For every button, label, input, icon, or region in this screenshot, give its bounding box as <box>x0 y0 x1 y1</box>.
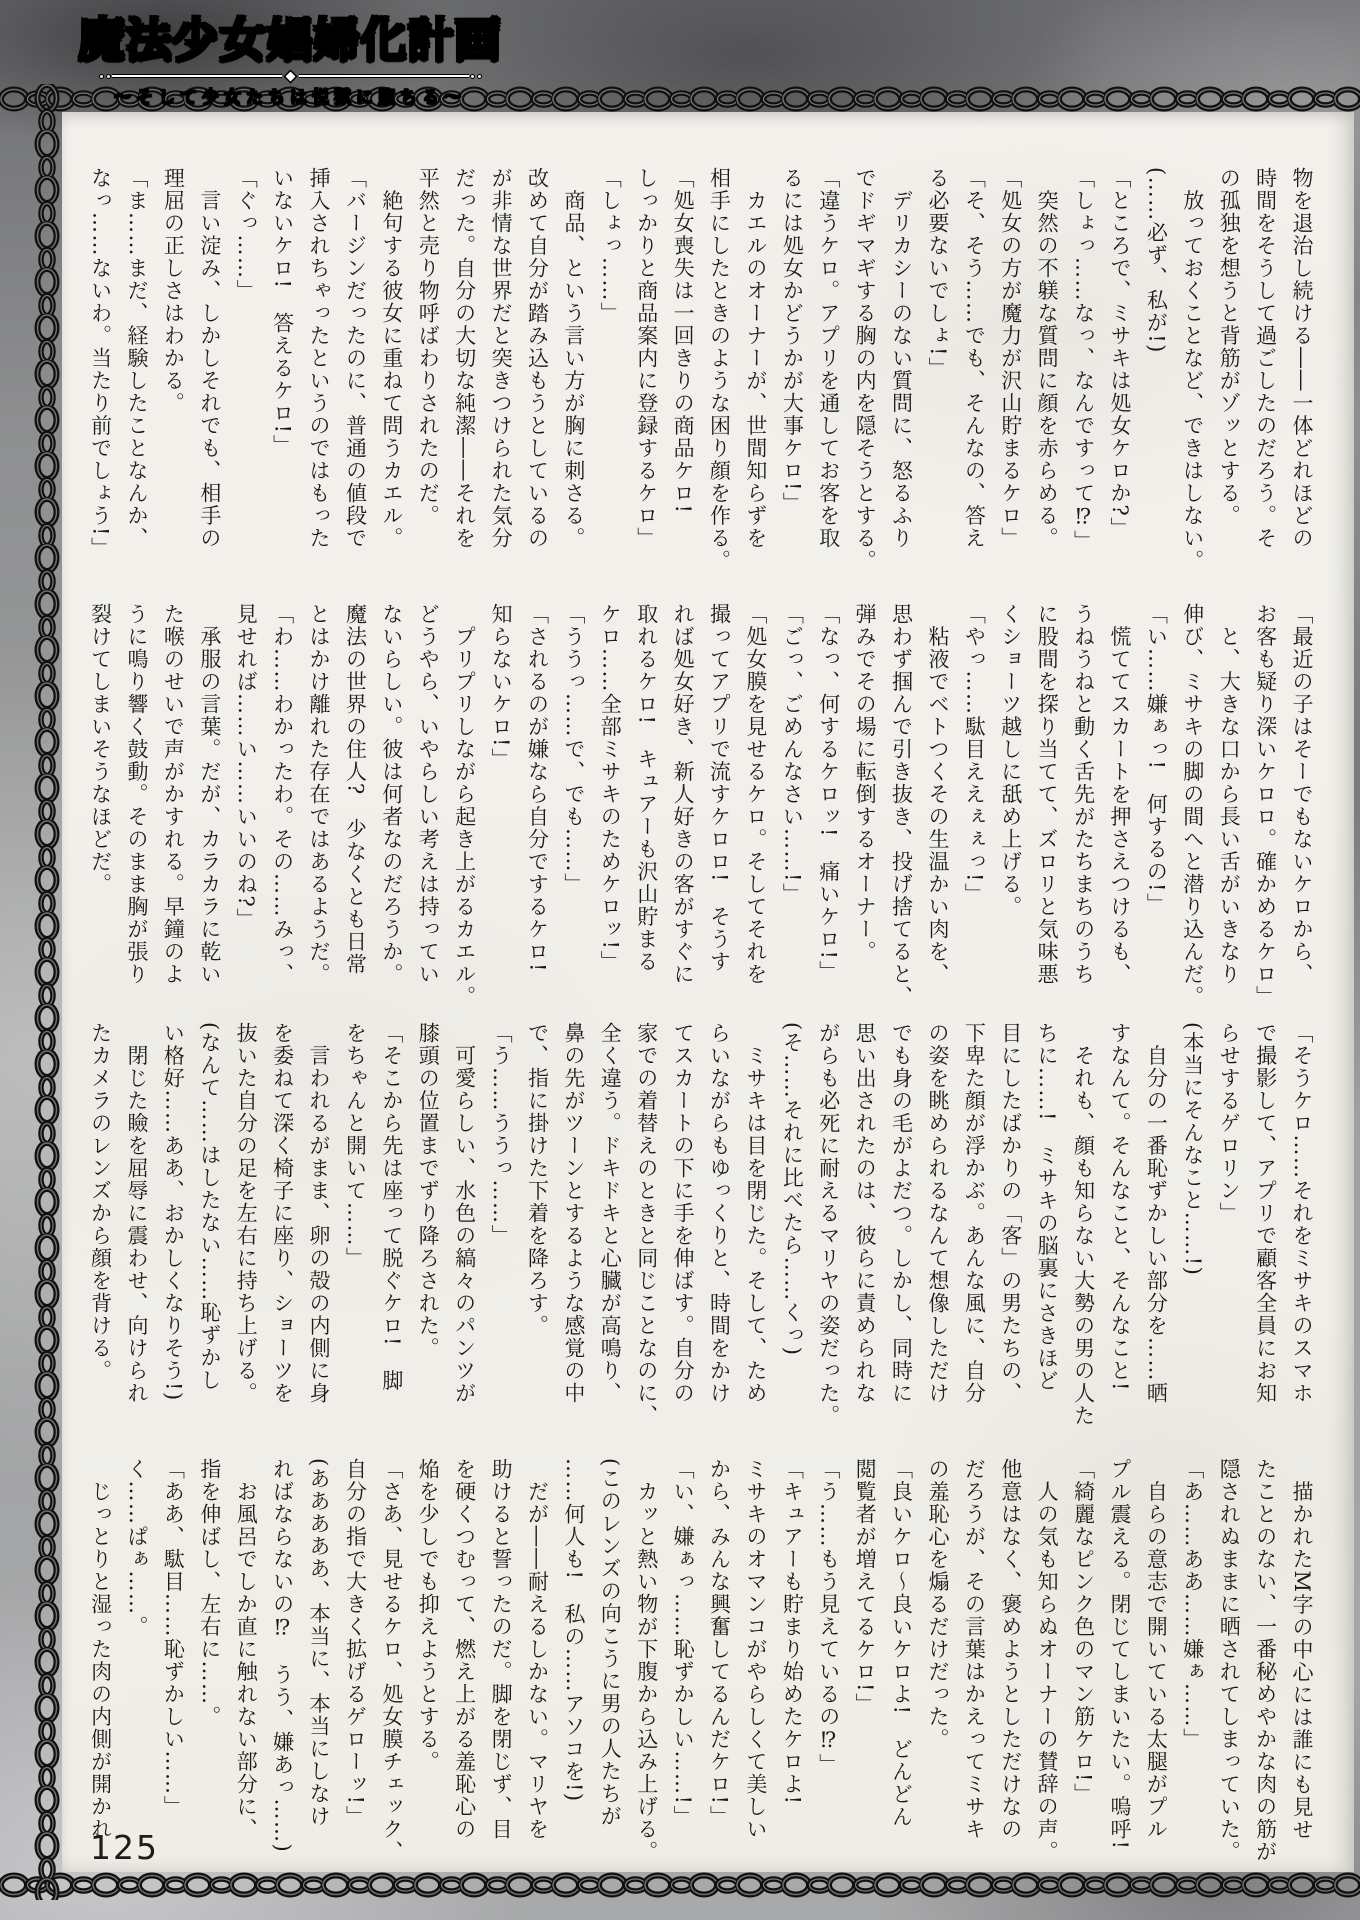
text-column: く……ぱぁ……。 <box>125 1458 149 1638</box>
text-column: たことのない、一番秘めやかな肉の筋が <box>1253 1458 1278 1863</box>
text-column: プリプリしながら起き上がるカエル。 <box>452 603 477 1008</box>
text-column: ればならないの⁉ うう、嫌あっ……) <box>270 1458 295 1854</box>
text-column: い格好……ああ、おかしくなりそう!) <box>161 1022 186 1402</box>
text-column: ケロ……全部ミサキのためケロッ!」 <box>598 603 623 973</box>
text-column: 思わず掴んで引き抜き、投げ捨てると、 <box>889 603 914 1008</box>
text-column: 承服の言葉。だが、カラカラに乾い <box>197 603 222 986</box>
text-column: 「わ……わかったわ。その……みっ、 <box>270 603 295 986</box>
text-column: 時間をそうして過ごしたのだろう。そ <box>1253 167 1278 550</box>
text-column: 粘液でベトつくその生温かい肉を、 <box>925 603 950 986</box>
text-column: るには処女かどうかが大事ケロ!」 <box>780 167 805 515</box>
text-column: (本当にそんなこと……!) <box>1180 1022 1205 1277</box>
text-column: 「い、嫌ぁっ……恥ずかしい……!」 <box>671 1458 696 1828</box>
text-column: 「ごっ、ごめんなさい……!」 <box>780 603 805 906</box>
text-column: で、指に掛けた下着を降ろす。 <box>525 1022 550 1337</box>
text-column: 「なっ、何するケロッ! 痛いケロ!」 <box>816 603 841 983</box>
text-column: じっとりと湿った肉の内側が開かれ <box>88 1458 113 1841</box>
text-column: らせするゲロリン」 <box>1217 1022 1242 1225</box>
text-column: 「されるのが嫌なら自分でするケロ! <box>525 603 550 973</box>
text-column: デリカシーのない質問に、怒るふり <box>889 167 914 550</box>
text-band-1 <box>82 167 1320 572</box>
text-column: をちゃんと開いて……」 <box>343 1022 368 1270</box>
title-divider-ornament <box>64 71 516 81</box>
text-column: だろうが、その言葉はかえってミサキ <box>962 1458 987 1841</box>
text-column: お風呂でしか直に触れない部分に、 <box>234 1458 259 1841</box>
text-column: 裂けてしまいそうなほどだ。 <box>88 603 113 896</box>
text-column: カッと熱い物が下腹から込み上げる。 <box>634 1458 659 1863</box>
divider-dot <box>107 75 110 78</box>
text-band-3 <box>82 1022 1320 1427</box>
chain-border-left-icon <box>32 84 62 1900</box>
text-column: 「ま……まだ、経験したことなんか、 <box>125 167 149 550</box>
text-column: に股間を探り当てて、ズロリと気味悪 <box>1035 603 1060 986</box>
text-column: たカメラのレンズから顔を背ける。 <box>88 1022 113 1382</box>
text-column: カエルのオーナーが、世間知らずを <box>743 167 768 550</box>
text-column: で撮影して、アプリで顧客全員にお知 <box>1253 1022 1278 1405</box>
text-column: 相手にしたときのような困り顔を作る。 <box>707 167 732 572</box>
text-column: ないらしい。彼は何者なのだろうか。 <box>379 603 404 986</box>
text-column: 絶句する彼女に重ねて問うカエル。 <box>379 167 404 550</box>
text-column: 物を退治し続ける――一体どれほどの <box>1290 167 1314 550</box>
text-column: 商品、という言い方が胸に刺さる。 <box>561 167 586 550</box>
text-column: 膝頭の位置までずり降ろされた。 <box>416 1022 441 1360</box>
text-column: 「違うケロ。アプリを通してお客を取 <box>816 167 841 550</box>
text-column: 「しょっ……」 <box>598 167 623 325</box>
text-column: 他意はなく、褒めようとしただけなの <box>998 1458 1023 1841</box>
text-column: 「ううっ……で、でも……」 <box>561 603 586 896</box>
text-column: 「処女喪失は一回きりの商品ケロ! <box>671 167 696 515</box>
text-column: 「う……ううっ……」 <box>489 1022 514 1247</box>
text-column: 隠されぬままに晒されてしまっていた。 <box>1217 1458 1242 1863</box>
text-column: 言われるがまま、卵の殻の内側に身 <box>307 1022 332 1405</box>
text-column: しっかりと商品案内に登録するケロ」 <box>634 167 659 550</box>
text-column: 自らの意志で開いている太腿がプル <box>1144 1458 1169 1841</box>
text-column: いないケロ! 答えるケロ!」 <box>270 167 295 457</box>
text-column: 家での着替えのときと同じことなのに、 <box>634 1022 659 1427</box>
text-column: 「ところで、ミサキは処女ケロか?」 <box>1107 167 1132 540</box>
text-column: 魔法の世界の住人? 少なくとも日常 <box>343 603 368 976</box>
text-column: 人の気も知らぬオーナーの賛辞の声。 <box>1035 1458 1060 1863</box>
text-column: 自分の指で大きく拡げるゲローッ!」 <box>343 1458 368 1828</box>
text-column: (あああああ、本当に、本当にしなけ <box>307 1458 332 1828</box>
text-column: 弾みでその場に転倒するオーナー。 <box>853 603 878 963</box>
text-column: (なんて……はしたない……恥ずかし <box>197 1022 222 1392</box>
text-column: 「処女膜を見せるケロ。そしてそれを <box>743 603 768 986</box>
text-column: 自分の一番恥ずかしい部分を……晒 <box>1144 1022 1169 1405</box>
divider-dot <box>100 75 103 78</box>
text-band-2 <box>82 603 1320 1008</box>
text-column: すなんて。そんなこと、そんなこと! <box>1107 1022 1132 1392</box>
text-column: 言い淀み、しかしそれでも、相手の <box>197 167 222 550</box>
text-column: 全く違う。ドキドキと心臓が高鳴り、 <box>598 1022 623 1405</box>
text-column: 取れるケロ! キュアーも沢山貯まる <box>634 603 659 973</box>
text-column: 指を伸ばし、左右に……。 <box>197 1458 222 1728</box>
text-column: ちに……! ミサキの脳裏にさきほど <box>1035 1022 1060 1392</box>
text-column: 「そこから先は座って脱ぐケロ! 脚 <box>379 1022 404 1392</box>
divider-dot <box>471 75 474 78</box>
text-column: 突然の不躾な質問に顔を赤らめる。 <box>1035 167 1060 550</box>
text-column: を委ねて深く椅子に座り、ショーツを <box>270 1022 295 1405</box>
text-column: の羞恥心を煽るだけだった。 <box>925 1458 950 1751</box>
text-column: 可愛らしい、水色の縞々のパンツが <box>452 1022 477 1405</box>
text-column: ……何人も! 私の……アソコを!) <box>561 1458 586 1803</box>
text-column: 放っておくことなど、できはしない。 <box>1180 167 1205 572</box>
text-column: 理屈の正しさはわかる。 <box>161 167 186 415</box>
text-column: 焔を少しでも抑えようとする。 <box>416 1458 441 1773</box>
chain-border-bottom-icon <box>0 1870 1360 1900</box>
text-column: (そ……それに比べたら……くっ) <box>780 1022 805 1357</box>
text-column: だった。自分の大切な純潔――それを <box>452 167 477 550</box>
divider-line <box>299 75 469 77</box>
text-column: ミサキのオマンコがやらしくて美しい <box>743 1458 768 1841</box>
text-column: 「綺麗なピンク色のマン筋ケロ!」 <box>1071 1458 1096 1806</box>
text-column: が非情な世界だと突きつけられた気分 <box>489 167 514 550</box>
text-column: と、大きな口から長い舌がいきなり <box>1217 603 1242 986</box>
text-column: でドギマギする胸の内を隠そうとする。 <box>853 167 878 572</box>
text-column: 閉じた瞼を屈辱に震わせ、向けられ <box>125 1022 149 1405</box>
text-column: (……必ず、私が!) <box>1144 167 1169 354</box>
text-column: うねうねと動く舌先がたちまちのうち <box>1071 603 1096 986</box>
text-column: らいながらもゆっくりと、時間をかけ <box>707 1022 732 1405</box>
text-column: の孤独を想うと背筋がゾッとする。 <box>1217 167 1242 527</box>
text-column: 「処女の方が魔力が沢山貯まるケロ」 <box>998 167 1023 550</box>
text-column: なっ……ないわ。当たり前でしょう!」 <box>88 167 113 560</box>
text-column: 「ぐっ……」 <box>234 167 259 302</box>
divider-diamond <box>285 71 295 81</box>
text-column: てスカートの下に手を伸ばす。自分の <box>671 1022 696 1405</box>
text-column: る必要ないでしょ!」 <box>925 167 950 380</box>
text-column: れば処女好き、新人好きの客がすぐに <box>671 603 696 986</box>
text-column: 下卑た顔が浮かぶ。あんな風に、自分 <box>962 1022 987 1405</box>
text-column: 「良いケロ～良いケロよ! どんどん <box>889 1458 914 1828</box>
text-column: 助けると誓ったのだ。脚を閉じず、目 <box>489 1458 514 1841</box>
text-column: 挿入されちゃったというのではもった <box>307 167 332 550</box>
text-column: 「バージンだったのに、普通の値段で <box>343 167 368 550</box>
text-column: だが――耐えるしかない。マリヤを <box>525 1458 550 1841</box>
text-column: 目にしたばかりの「客」の男たちの、 <box>998 1022 1023 1405</box>
text-column: くショーツ越しに舐め上げる。 <box>998 603 1023 918</box>
text-column: 思い出されたのは、彼らに責められな <box>853 1022 878 1405</box>
divider-dot <box>478 75 481 78</box>
text-column: ミサキは目を閉じた。そして、ため <box>743 1022 768 1405</box>
text-column: 知らないケロ!」 <box>489 603 514 771</box>
text-band-4 <box>82 1458 1320 1863</box>
text-column: (このレンズの向こうに男の人たちが <box>598 1458 623 1828</box>
text-column: お客も疑り深いケロロ。確かめるケロ」 <box>1253 603 1278 1008</box>
text-column: 「そうケロ……それをミサキのスマホ <box>1290 1022 1314 1405</box>
text-column: とはかけ離れた存在ではあるようだ。 <box>307 603 332 986</box>
text-column: 閲覧者が増えてるケロ!」 <box>853 1458 878 1716</box>
text-column: 伸び、ミサキの脚の間へと潜り込んだ。 <box>1180 603 1205 1008</box>
text-column: 「ああ、駄目……恥ずかしい……」 <box>161 1458 186 1818</box>
text-column: 「あ……ああ……嫌ぁ……」 <box>1180 1458 1205 1751</box>
text-column: た喉のせいで声がかすれる。早鐘のよ <box>161 603 186 986</box>
text-column: 「やっ……駄目ええぇぇっ!」 <box>962 603 987 906</box>
text-column: 平然と売り物呼ばわりされたのだ。 <box>416 167 441 527</box>
text-column: それも、顔も知らない大勢の男の人た <box>1071 1022 1096 1427</box>
text-column: 鼻の先がツーンとするような感覚の中 <box>561 1022 586 1405</box>
text-column: でも身の毛がよだつ。しかし、同時に <box>889 1022 914 1405</box>
text-column: がらも必死に耐えるマリヤの姿だった。 <box>816 1022 841 1427</box>
text-column: 慌ててスカートを押さえつけるも、 <box>1107 603 1132 986</box>
text-column: 「い……嫌ぁっ! 何するの!」 <box>1144 603 1169 916</box>
text-column: 見せれば……い……いいのね?」 <box>234 603 259 931</box>
text-column: 「う……もう見えているの⁉」 <box>816 1458 841 1776</box>
text-column: 「キュアーも貯まり始めたケロよ! <box>780 1458 805 1806</box>
page-number: 125 <box>90 1828 159 1867</box>
text-column: から、みんな興奮してるんだケロ!」 <box>707 1458 732 1828</box>
text-column: 描かれたM字の中心には誰にも見せ <box>1290 1458 1314 1842</box>
text-column: 抜いた自分の足を左右に持ち上げる。 <box>234 1022 259 1405</box>
text-column: 撮ってアプリで流すケロロ! そうす <box>707 603 732 973</box>
page-paper <box>62 112 1354 1872</box>
text-column: うに鳴り響く鼓動。そのまま胸が張り <box>125 603 149 986</box>
text-column: を硬くつむって、燃え上がる羞恥心の <box>452 1458 477 1841</box>
divider-line <box>112 75 282 77</box>
text-column: プル震える。閉じてしまいたい。嗚呼! <box>1107 1458 1132 1851</box>
text-column: 「最近の子はそーでもないケロから、 <box>1290 603 1314 986</box>
text-column: 「そ、そう……でも、そんなの、答え <box>962 167 987 550</box>
book-title: 魔法少女娼婦化計画 <box>78 13 502 67</box>
book-subtitle: ～そして少女たちは悦獄に堕ちる～ <box>114 88 466 108</box>
text-column: の姿を眺められるなんて想像しただけ <box>925 1022 950 1405</box>
text-column: 「しょっ……なっ、なんですって⁉」 <box>1071 167 1096 553</box>
title-block <box>64 4 516 108</box>
text-column: どうやら、いやらしい考えは持ってい <box>416 603 441 986</box>
text-column: 「さあ、見せるケロ、処女膜チェック、 <box>379 1458 404 1863</box>
text-column: 改めて自分が踏み込もうとしているの <box>525 167 550 550</box>
